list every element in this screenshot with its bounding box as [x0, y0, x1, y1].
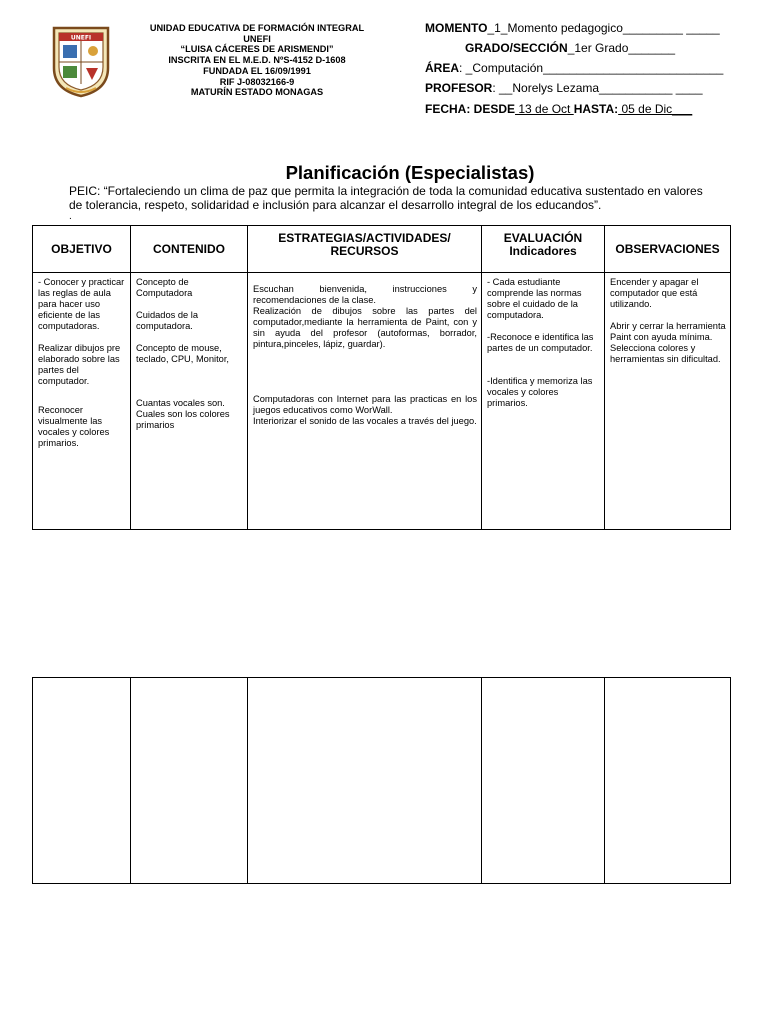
empty-cell [605, 678, 731, 884]
school-line: FUNDADA EL 16/09/1991 [203, 65, 311, 76]
objetivo-item: - Conocer y practicar las reglas de aula para hacer uso eficiente de las computadoras. [38, 277, 125, 331]
cell-estrategias [248, 273, 482, 530]
empty-cell [482, 678, 605, 884]
profesor-field [425, 81, 703, 95]
objetivo-item: Realizar dibujos pre elaborado sobre las partes del computador. [38, 343, 121, 386]
fecha-label: FECHA: DESDE [425, 102, 516, 116]
peic-statement: PEIC: “Fortaleciendo un clima de paz que permita la integración de toda la comunidad educativa sustentado en valores de tolerancia, respeto, solidaridad e inclusión para alcanzar el desarrollo integral de los educandos”. [69, 184, 703, 212]
contenido-item: Concepto de mouse, teclado, CPU, Monitor, [136, 343, 230, 364]
contenido-item: Cuidados de la computadora. [136, 310, 199, 331]
cell-objetivo [33, 273, 131, 530]
area-field [425, 61, 723, 75]
stray-dot: . [69, 211, 72, 222]
cell-observaciones [605, 273, 731, 530]
empty-cell [33, 678, 131, 884]
cell-evaluacion [482, 273, 605, 530]
header-evaluacion-line2: Indicadores [509, 244, 577, 258]
school-line: UNIDAD EDUCATIVA DE FORMACIÓN INTEGRAL [149, 23, 365, 33]
evaluacion-item: -Identifica y memoriza las vocales y colores primarios. [487, 376, 593, 408]
estrategia-item: Interiorizar el sonido de las vocales a través del juego. [253, 416, 477, 426]
contenido-item: Concepto de Computadora [136, 277, 193, 298]
header-estrategias-line2: RECURSOS [330, 244, 399, 258]
evaluacion-item: - Cada estudiante comprende las normas sobre el cuidado de la computadora. [487, 277, 582, 320]
empty-cell [131, 678, 248, 884]
school-crest-logo [50, 24, 112, 98]
momento-value: _1_Momento pedagogico_________ _____ [487, 21, 720, 35]
observacion-item: Encender y apagar el computador que está utilizando. [610, 277, 699, 309]
school-line: UNEFI [243, 33, 271, 44]
empty-planning-table [32, 677, 731, 884]
area-label: ÁREA [425, 61, 460, 75]
grado-label: GRADO/SECCIÓN [465, 41, 568, 55]
planning-table [32, 225, 731, 530]
table-row [33, 273, 731, 530]
profesor-value: : __Norelys Lezama___________ ____ [492, 81, 703, 95]
crest-text: UNEFI [70, 34, 92, 42]
empty-cell [248, 678, 482, 884]
header-estrategias-line1: ESTRATEGIAS/ACTIVIDADES/ [278, 231, 451, 245]
area-value: : _Computación___________________________ [459, 61, 724, 75]
evaluacion-item: -Reconoce e identifica las partes de un computador. [487, 332, 594, 353]
page-title: Planificación (Especialistas) [285, 162, 535, 183]
school-line: RIF J-08032166-9 [219, 76, 295, 87]
table-header-row [33, 226, 731, 273]
header-evaluacion-line1: EVALUACIÓN [503, 231, 583, 245]
grado-field [465, 41, 675, 55]
objetivo-item: Reconocer visualmente las vocales y colores primarios. [38, 405, 110, 448]
fecha-hasta: 05 de Dic___ [618, 102, 693, 116]
profesor-label: PROFESOR [425, 81, 493, 95]
fecha-field [425, 102, 692, 116]
observacion-item: Abrir y cerrar la herramienta Paint con ayuda mínima. [610, 321, 726, 342]
header-observaciones: OBSERVACIONES [605, 226, 731, 273]
fecha-desde: 13 de Oct [515, 102, 574, 116]
header-evaluacion [482, 226, 605, 273]
contenido-item: Cuales son los colores primarios [136, 409, 230, 430]
school-line: MATURÍN ESTADO MONAGAS [190, 87, 324, 98]
hasta-label: HASTA: [573, 102, 619, 116]
cell-contenido [131, 273, 248, 530]
estrategia-item: Computadoras con Internet para las practicas en los juegos educativos como WorWall. [253, 394, 477, 415]
header-contenido: CONTENIDO [131, 226, 248, 273]
observacion-item: Selecciona colores y herramientas sin dificultad. [610, 343, 721, 364]
school-line: “LUISA CÁCERES DE ARISMENDI” [180, 44, 334, 55]
estrategia-item: Realización de dibujos sobre las partes del computador,mediante la herramienta de Paint, con y sin ayuda del profesor (autoformas, borrador, pintura,pinceles, lápiz, guardar). [253, 306, 477, 349]
school-info [130, 23, 384, 98]
estrategia-item: Escuchan bienvenida, instrucciones y recomendaciones de la clase. [253, 284, 477, 305]
grado-value: _1er Grado_______ [567, 41, 676, 55]
contenido-item: Cuantas vocales son. [136, 398, 225, 408]
table-row [33, 678, 731, 884]
momento-field [425, 21, 720, 35]
header-objetivo: OBJETIVO [33, 226, 131, 273]
school-line: INSCRITA EN EL M.E.D. NºS-4152 D-1608 [168, 55, 346, 66]
header-estrategias [248, 226, 482, 273]
momento-label: MOMENTO [425, 21, 488, 35]
